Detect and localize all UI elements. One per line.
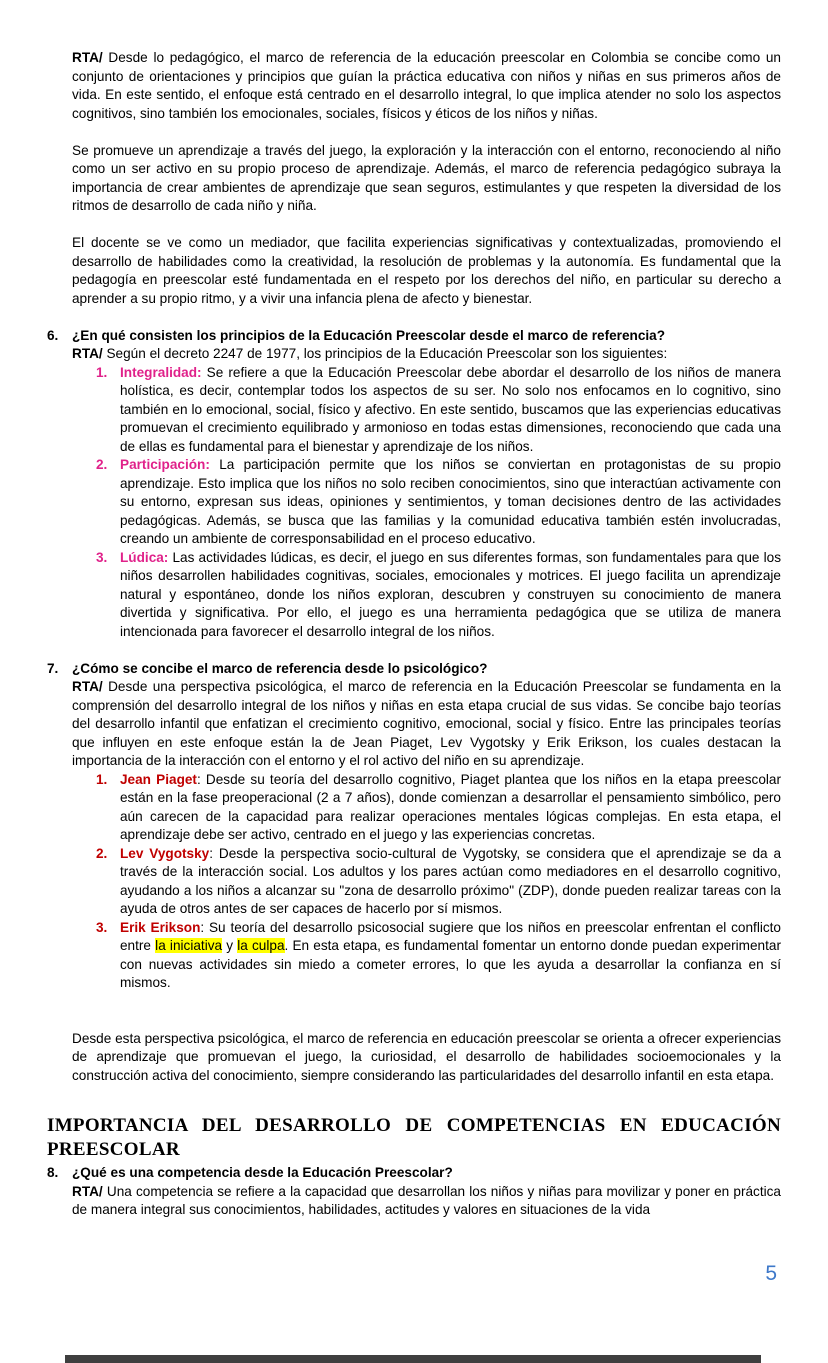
- item-text: y: [222, 938, 238, 953]
- rta-label: RTA/: [72, 50, 103, 65]
- question-7-title: ¿Cómo se concibe el marco de referencia desde lo psicológico?: [72, 660, 488, 676]
- theory-item-erikson: [96, 919, 781, 993]
- highlight-la-iniciativa: la iniciativa: [155, 938, 223, 953]
- question-8-title: ¿Qué es una competencia desde la Educación Preescolar?: [72, 1165, 453, 1180]
- item-text: : Desde la perspectiva socio-cultural de Vygotsky, se considera que el aprendizaje se da a través de la interacción social. Los adultos y los pares actúan como mediadores en el desarrollo cognitivo, ayudando a los niños a alcanzar su "zona de desarrollo próximo" (ZDP), donde pueden realizar tareas con la ayuda de otros antes de ser capaces de hacerlo por sí mismos.: [120, 845, 782, 916]
- paragraph-text: Desde lo pedagógico, el marco de referencia de la educación preescolar en Colombia se concibe como un conjunto de orientaciones y principios que guían la práctica educativa con niños y niñas en sus primeros años de vida. En este sentido, el enfoque está centrado en el desarrollo integral, lo que implica atender no solo los aspectos cognitivos, sino también los emocionales, sociales, físicos y éticos de los niños y niñas.: [72, 50, 781, 121]
- theory-item-vygotsky: [96, 845, 781, 919]
- item-number: 1.: [96, 364, 108, 380]
- term-label: Lúdica:: [120, 549, 169, 565]
- paragraph-pedagogico-1: [72, 49, 781, 123]
- question-6-title: ¿En qué consisten los principios de la Educación Preescolar desde el marco de referencia?: [72, 327, 666, 343]
- item-text: : Desde su teoría del desarrollo cognitivo, Piaget plantea que los niños en la etapa preescolar están en la fase preoperacional (2 a 7 años), donde comienzan a desarrollar el pensamiento simbólico, pero aún carecen de la capacidad para realizar operaciones mentales lógicas complejas. En esta etapa, el aprendizaje debe ser activo, centrado en el juego y las experiencias concretas.: [120, 771, 781, 842]
- item-text: : Su teoría del desarrollo psicosocial sugiere que los niños en preescolar enfrentan el conflicto entre: [120, 919, 781, 953]
- question-6-answer-intro: [72, 345, 781, 364]
- item-body: [120, 364, 781, 457]
- item-number: 2.: [96, 845, 108, 861]
- question-6-number: 6.: [47, 327, 59, 343]
- answer-text: Desde una perspectiva psicológica, el marco de referencia en la Educación Preescolar se fundamenta en la comprensión del desarrollo integral de los niños y niñas en esta etapa crucial de sus vidas. Se concibe bajo teorías del desarrollo infantil que enfatizan el crecimiento cognitivo, emocional, social y físico. Entre las principales teorías que influyen en este enfoque están la de Jean Piaget, Lev Vygotsky y Erik Erikson, los cuales destacan la importancia de la interacción con el entorno y el rol activo del niño en su aprendizaje.: [72, 679, 781, 768]
- item-body: [120, 771, 781, 845]
- item-number: 3.: [96, 549, 108, 565]
- question-block-6: [47, 327, 781, 642]
- question-7-content: [72, 660, 781, 993]
- question-8-number: 8.: [47, 1165, 59, 1180]
- item-number: 1.: [96, 771, 108, 787]
- rta-label: RTA/: [72, 679, 103, 694]
- page-number: 5: [765, 1262, 777, 1285]
- principle-item-integralidad: [96, 364, 781, 457]
- principle-item-participacion: [96, 456, 781, 549]
- question-7-answer-intro: [72, 678, 781, 771]
- paragraph-pedagogico-2: Se promueve un aprendizaje a través del juego, la exploración y la interacción con el entorno, reconociendo al niño como un ser activo en su propio proceso de aprendizaje. Además, el marco de referencia pedagógico subraya la importancia de crear ambientes de aprendizaje que sean seguros, estimulantes y que respeten la diversidad de los ritmos de desarrollo de cada niño y niña.: [72, 142, 781, 213]
- question-7-number: 7.: [47, 660, 59, 676]
- term-label: Participación:: [120, 457, 210, 472]
- item-text: Se refiere a que la Educación Preescolar debe abordar el desarrollo de los niños de manera holística, es decir, contemplar todos los aspectos de su ser. No solo nos enfocamos en lo cognitivo, sino también en lo emocional, social, físico y afectivo. En este sentido, buscamos que las experiencias educativas promuevan el crecimiento equilibrado y armonioso en todas estas dimensiones, reconociendo que cada una de ellas es fundamental para el bienestar y aprendizaje de los niños.: [120, 364, 781, 454]
- item-text: . En esta etapa, es fundamental fomentar un entorno donde puedan experimentar con nuevas actividades sin miedo a cometer errores, lo que les ayuda a desarrollar la confianza en sí mismos.: [120, 938, 781, 990]
- highlight-la-culpa: la culpa: [237, 938, 285, 953]
- term-label: Jean Piaget: [120, 771, 197, 787]
- document-content: [47, 49, 781, 1220]
- rta-label: RTA/: [72, 346, 103, 361]
- question-block-8: [47, 1164, 781, 1220]
- item-body: [120, 549, 781, 642]
- principle-item-ludica: [96, 549, 781, 642]
- item-number: 3.: [96, 919, 108, 935]
- question-8-content: [72, 1164, 781, 1220]
- term-label: Lev Vygotsky: [120, 845, 210, 861]
- answer-text: Según el decreto 2247 de 1977, los principios de la Educación Preescolar son los siguientes:: [102, 346, 668, 361]
- answer-text: Una competencia se refiere a la capacidad que desarrollan los niños y niñas para movilizar y poner en práctica de manera integral sus conocimientos, habilidades, actitudes y valores en situaciones de la vida: [72, 1183, 781, 1217]
- item-text: La participación permite que los niños se conviertan en protagonistas de su propio aprendizaje. Esto implica que los niños no solo reciben conocimientos, sino que interactúan activamente con su entorno, expresan sus ideas, opiniones y sentimientos, y toman decisiones dentro de las actividades pedagógicas. Además, se busca que las familias y la comunidad educativa también estén involucradas, creando un ambiente de corresponsabilidad en el proceso educativo.: [120, 457, 781, 546]
- term-label: Integralidad:: [120, 364, 202, 380]
- question-6-content: [72, 327, 781, 642]
- paragraph-psicologico-closing: Desde esta perspectiva psicológica, el marco de referencia en educación preescolar se orienta a ofrecer experiencias de aprendizaje que promuevan el juego, la curiosidad, el desarrollo de habilidades socioemocionales y la construcción activa del conocimiento, siempre considerando las particularidades del desarrollo infantil en esta etapa.: [72, 1030, 781, 1083]
- theory-item-piaget: [96, 771, 781, 845]
- item-text: Las actividades lúdicas, es decir, el juego en sus diferentes formas, son fundamentales para que los niños desarrollen habilidades cognitivas, sociales, emocionales y motrices. El juego facilita un aprendizaje natural y espontáneo, donde los niños exploran, descubren y construyen su conocimiento de manera divertida y significativa. Por ello, el juego es una herramienta pedagógica que se utiliza de manera intencionada para favorecer el desarrollo integral de los niños.: [120, 549, 781, 639]
- question-block-7: [47, 660, 781, 993]
- item-body: [120, 919, 781, 993]
- rta-label: RTA/: [72, 1183, 103, 1199]
- paragraph-pedagogico-3: El docente se ve como un mediador, que facilita experiencias significativas y contextualizadas, promoviendo el desarrollo de habilidades como la creatividad, la resolución de problemas y la autonomía. Es fundamental que la pedagogía en preescolar esté fundamentada en el respeto por los derechos del niño, en particular su derecho a aprender a su propio ritmo, y a vivir una infancia plena de afecto y bienestar.: [72, 235, 781, 306]
- item-body: [120, 845, 781, 919]
- item-body: [120, 456, 781, 549]
- question-8-answer: [72, 1183, 781, 1220]
- section-heading-competencias: IMPORTANCIA DEL DESARROLLO DE COMPETENCIAS EN EDUCACIÓN PREESCOLAR: [47, 1115, 781, 1160]
- next-page-edge: [65, 1355, 761, 1363]
- item-number: 2.: [96, 457, 108, 472]
- term-label: Erik Erikson: [120, 919, 201, 935]
